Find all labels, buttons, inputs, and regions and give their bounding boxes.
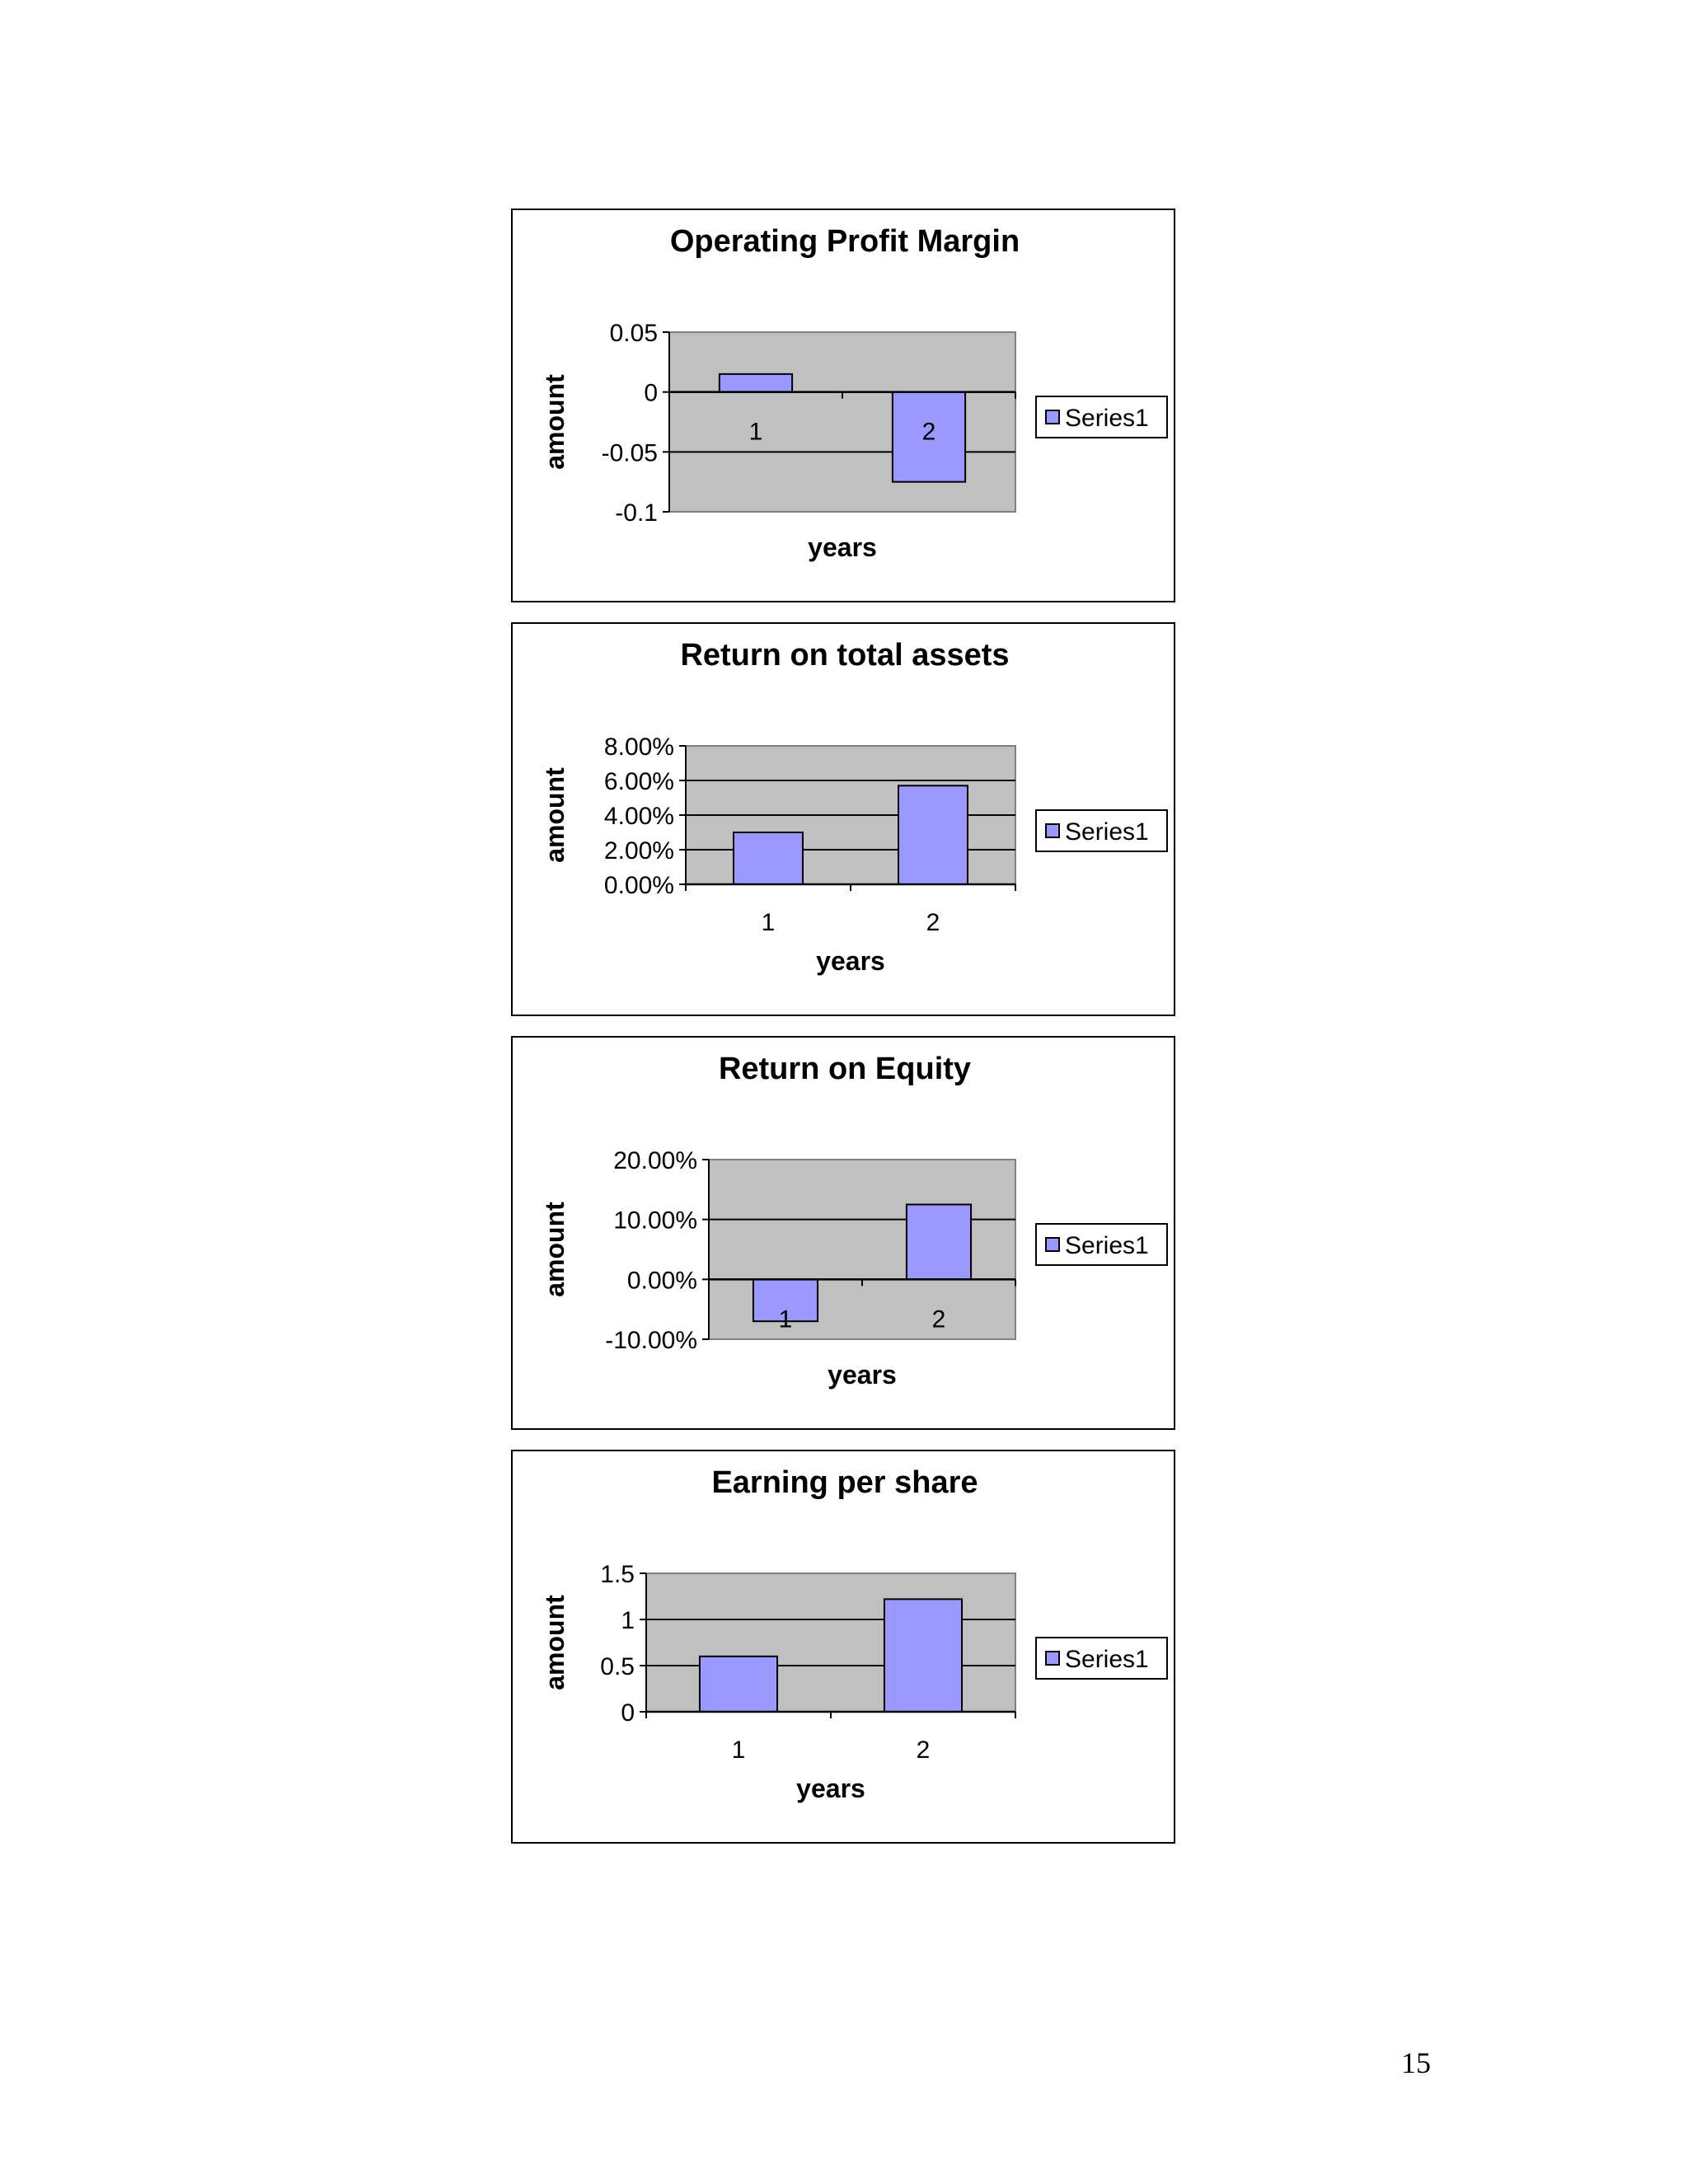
page-number: 15 <box>1401 2046 1431 2079</box>
x-axis-title: years <box>816 946 885 976</box>
x-tick-label: 2 <box>926 909 940 936</box>
y-tick-label: 10.00% <box>613 1207 697 1235</box>
bar <box>907 1205 971 1280</box>
y-tick-label: 1 <box>621 1607 635 1634</box>
y-tick-label: 0.5 <box>600 1653 635 1680</box>
legend-label: Series1 <box>1065 1232 1149 1259</box>
x-tick-label: 1 <box>731 1736 746 1764</box>
legend-swatch <box>1046 824 1059 837</box>
chart-title: Earning per share <box>711 1465 978 1500</box>
chart-svg <box>513 624 1177 1018</box>
y-axis-title: amount <box>540 1595 570 1690</box>
legend-label: Series1 <box>1065 1646 1149 1673</box>
x-axis-title: years <box>828 1360 897 1390</box>
x-tick-label: 2 <box>916 1736 931 1764</box>
x-axis-title: years <box>808 532 877 562</box>
chart-return-on-equity <box>511 1036 1175 1430</box>
legend <box>1036 1224 1167 1265</box>
legend <box>1036 810 1167 851</box>
y-tick-label: 8.00% <box>603 733 674 761</box>
y-tick-label: 2.00% <box>603 837 674 865</box>
y-tick-label: 4.00% <box>603 803 674 830</box>
chart-operating-profit-margin <box>511 209 1175 602</box>
chart-svg <box>513 1451 1177 1845</box>
bar <box>884 1599 962 1712</box>
y-tick-label: -10.00% <box>605 1327 697 1354</box>
y-tick-label: 6.00% <box>603 768 674 795</box>
y-axis-title: amount <box>540 1202 570 1297</box>
legend-label: Series1 <box>1065 405 1149 432</box>
x-tick-label: 1 <box>761 909 776 936</box>
chart-earning-per-share <box>511 1450 1175 1844</box>
y-tick-label: 0 <box>644 379 658 407</box>
legend-swatch <box>1046 1652 1059 1665</box>
x-tick-label: 1 <box>778 1305 793 1333</box>
y-tick-label: 20.00% <box>613 1147 697 1174</box>
x-axis-title: years <box>796 1774 865 1803</box>
bar <box>720 374 792 392</box>
x-tick-label: 2 <box>931 1305 946 1333</box>
y-tick-label: 0 <box>621 1699 635 1727</box>
legend-swatch <box>1046 410 1059 424</box>
chart-title: Return on total assets <box>680 638 1010 673</box>
legend <box>1036 396 1167 438</box>
y-axis-title: amount <box>540 767 570 863</box>
legend-swatch <box>1046 1238 1059 1251</box>
y-tick-label: 0.05 <box>609 320 658 347</box>
chart-return-on-total-assets <box>511 622 1175 1016</box>
legend <box>1036 1638 1167 1679</box>
x-tick-label: 2 <box>921 418 936 446</box>
chart-svg <box>513 1038 1177 1432</box>
chart-title: Operating Profit Margin <box>669 224 1020 259</box>
y-tick-label: 0.00% <box>626 1267 697 1295</box>
legend-label: Series1 <box>1065 818 1149 846</box>
x-tick-label: 1 <box>748 418 763 446</box>
y-axis-title: amount <box>540 374 570 470</box>
bar <box>898 785 968 884</box>
bar <box>700 1657 777 1712</box>
bar <box>734 832 803 884</box>
y-tick-label: -0.05 <box>601 439 658 467</box>
chart-title: Return on Equity <box>718 1052 972 1086</box>
y-tick-label: 1.5 <box>600 1561 635 1588</box>
chart-svg <box>513 210 1177 604</box>
y-tick-label: -0.1 <box>615 499 658 527</box>
y-tick-label: 0.00% <box>603 872 674 899</box>
